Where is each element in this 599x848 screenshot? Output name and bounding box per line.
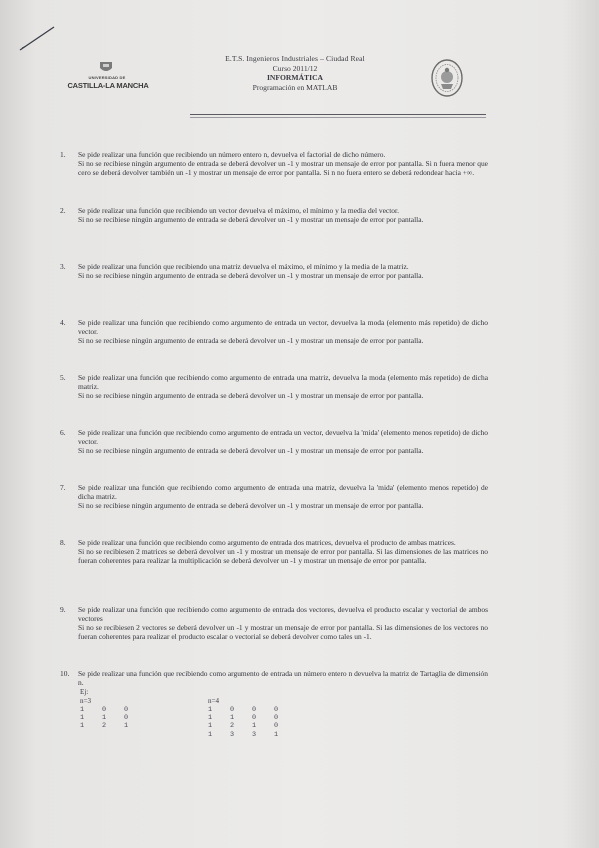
matrix-cell: 2	[102, 722, 107, 731]
matrix-cell: 1	[208, 730, 213, 739]
matrix-cell: 1	[252, 722, 257, 731]
exercise-number: 1.	[60, 150, 66, 159]
matrix-cell: 0	[274, 722, 279, 731]
matrix-cell: 3	[252, 730, 257, 739]
header-divider-thin	[190, 117, 486, 118]
matrix-cell: 1	[208, 722, 213, 731]
exercise-error-note: Si no se recibiese ningún argumento de entrada se deberá devolver un -1 y mostrar un mensaje de error por pantalla.	[78, 336, 424, 346]
matrix-title: n=3	[80, 697, 92, 706]
exercise-number: 2.	[60, 206, 66, 215]
exercise-statement: Se pide realizar una función que recibiendo como argumento de entrada dos matrices, devuelva el producto de ambas matrices.	[78, 538, 456, 547]
matrix-table	[80, 706, 146, 731]
logo-small-text: UNIVERSIDAD DE	[88, 75, 126, 80]
exercise-error-note: Si no se recibiesen 2 matrices se deberá devolver un -1 y mostrar un mensaje de error por pantalla. Si las dimensiones de las matrices no fueran coherentes para realizar la multiplicación se deberá devolver un -1 y mostrar un mensaje de error por pantalla.	[78, 547, 488, 566]
matrix-table	[208, 706, 296, 740]
university-logo	[62, 60, 152, 94]
matrix-row	[80, 722, 146, 730]
exercise-statement: Se pide realizar una función que recibiendo como argumento de entrada dos vectores, devuelva el producto escalar y vectorial de ambos vectores	[78, 605, 488, 624]
exercise-error-note: Si no se recibiese ningún argumento de entrada se deberá devolver un -1 y mostrar un mensaje de error por pantalla. Si n fuera menor que cero se deberá devolver también un -1 y mostrar un mensaje de error por pantalla. Si n no fuera entero se deberá redondear hacia +∞.	[78, 159, 488, 178]
exercise-error-note: Si no se recibiese ningún argumento de entrada se deberá devolver un -1 y mostrar un mensaje de error por pantalla.	[78, 391, 424, 401]
exercise-statement: Se pide realizar una función que recibiendo como argumento de entrada una matriz, devuelva la moda (elemento más repetido) de dicha matriz.	[78, 373, 488, 392]
matrix-n4	[208, 697, 296, 739]
exercise-number: 7.	[60, 483, 66, 492]
matrix-cell: 0	[230, 705, 235, 714]
exercise-number: 9.	[60, 605, 66, 614]
pen-stroke-mark	[16, 24, 60, 52]
matrix-n3	[80, 697, 146, 731]
matrix-cell: 1	[124, 722, 129, 731]
matrix-cell: 1	[230, 714, 235, 722]
matrix-cell: 1	[208, 714, 213, 722]
exercise-item	[60, 483, 488, 538]
exercise-item	[60, 538, 488, 605]
matrix-row	[80, 714, 146, 722]
exercise-number: 6.	[60, 428, 66, 437]
exercise-number: 4.	[60, 318, 66, 327]
exercise-item	[60, 150, 488, 206]
exercise-statement: Se pide realizar una función que recibiendo una matriz devuelva el máximo, el mínimo y la media de la matriz.	[78, 262, 409, 271]
logo-large-text: CASTILLA-LA MANCHA	[67, 81, 149, 90]
matrix-cell: 0	[124, 714, 129, 722]
exercise-statement: Se pide realizar una función que recibiendo como argumento de entrada un número entero n devuelva la matriz de Tartaglia de dimensión n.	[78, 669, 488, 688]
exercise-item	[60, 669, 488, 759]
exercise-item	[60, 605, 488, 669]
exercise-number: 3.	[60, 262, 66, 271]
exercise-item	[60, 428, 488, 483]
matrix-cell: 1	[80, 722, 85, 731]
exercise-error-note: Si no se recibiese ningún argumento de entrada se deberá devolver un -1 y mostrar un mensaje de error por pantalla.	[78, 215, 424, 225]
matrix-cell: 1	[208, 705, 213, 714]
exercise-error-note: Si no se recibiesen 2 vectores se deberá devolver un -1 y mostrar un mensaje de error por pantalla. Si las dimensiones de los vectores no fueran coherentes para realizar el producto escalar o vectorial se deberá devolver como tales un -1.	[78, 623, 488, 642]
exercise-error-note: Si no se recibiese ningún argumento de entrada se deberá devolver un -1 y mostrar un mensaje de error por pantalla.	[78, 271, 424, 281]
tartaglia-example	[80, 688, 488, 746]
topic-title: Programación en MATLAB	[252, 82, 338, 92]
matrix-cell: 1	[274, 730, 279, 739]
exercise-statement: Se pide realizar una función que recibiendo como argumento de entrada un vector, devuelva la 'mida' (elemento menos repetido) de dicho vector.	[78, 428, 488, 447]
header-divider	[190, 114, 486, 115]
exercise-item	[60, 262, 488, 318]
matrix-cell: 0	[252, 714, 257, 722]
exercise-error-note: Si no se recibiese ningún argumento de entrada se deberá devolver un -1 y mostrar un mensaje de error por pantalla.	[78, 501, 424, 511]
university-crest-icon	[98, 60, 114, 74]
exercise-item	[60, 318, 488, 373]
matrix-row	[208, 722, 296, 730]
matrix-cell: 0	[124, 705, 129, 714]
exercise-list	[60, 150, 488, 759]
matrix-cell: 0	[102, 705, 107, 714]
exercise-item	[60, 206, 488, 262]
subject-title: INFORMÁTICA	[266, 73, 324, 83]
matrix-title: n=4	[208, 697, 220, 706]
matrix-cell: 3	[230, 730, 235, 739]
matrix-cell: 0	[252, 705, 257, 714]
matrix-cell: 1	[80, 705, 85, 714]
document-header	[170, 54, 420, 92]
school-seal-icon	[430, 58, 464, 98]
school-name: E.T.S. Ingenieros Industriales – Ciudad Real	[225, 54, 365, 63]
exercise-number: 10.	[60, 669, 70, 678]
matrix-cell: 1	[102, 714, 107, 722]
matrix-row	[208, 714, 296, 722]
exercise-statement: Se pide realizar una función que recibiendo un número entero n, devuelva el factorial de dicho número.	[78, 150, 386, 159]
matrix-cell: 1	[80, 714, 85, 722]
exercise-number: 5.	[60, 373, 66, 382]
matrix-row	[208, 706, 296, 714]
matrix-row	[80, 706, 146, 714]
matrix-cell: 2	[230, 722, 235, 731]
course-year: Curso 2011/12	[272, 63, 318, 73]
matrix-cell: 0	[274, 714, 279, 722]
exercise-statement: Se pide realizar una función que recibiendo un vector devuelva el máximo, el mínimo y la media del vector.	[78, 206, 399, 215]
exercise-error-note: Si no se recibiese ningún argumento de entrada se deberá devolver un -1 y mostrar un mensaje de error por pantalla.	[78, 446, 424, 456]
exercise-item	[60, 373, 488, 428]
example-label: Ej:	[80, 688, 89, 697]
exercise-number: 8.	[60, 538, 66, 547]
exercise-statement: Se pide realizar una función que recibiendo como argumento de entrada un vector, devuelva la moda (elemento más repetido) de dicho vector.	[78, 318, 488, 337]
matrix-row	[208, 731, 296, 739]
exercise-statement: Se pide realizar una función que recibiendo como argumento de entrada una matriz, devuelva la 'mida' (elemento menos repetido) de dicha matriz.	[78, 483, 488, 502]
matrix-cell: 0	[274, 705, 279, 714]
